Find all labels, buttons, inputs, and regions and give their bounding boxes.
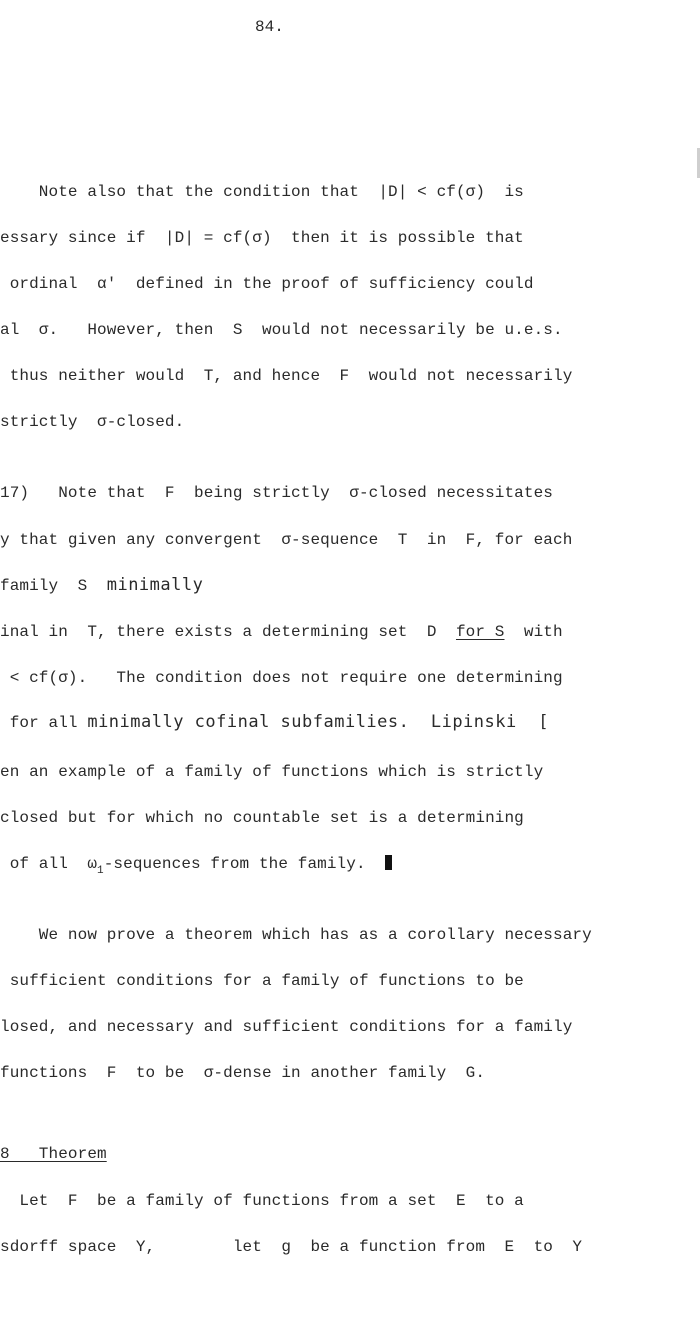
text-line: losed, and necessary and sufficient conditions for a family [0,1018,573,1036]
text-fragment: -sequences from the family. [103,855,386,873]
end-of-proof-mark [385,855,392,870]
text-line [0,575,203,596]
text-line: al σ. However, then S would not necessarily be u.e.s. [0,321,563,339]
text-fragment: for all [0,714,88,732]
text-line: We now prove a theorem which has as a corollary necessary [0,926,592,944]
text-fragment: with [504,623,563,641]
text-line [0,854,392,876]
theorem-heading: 8 Theorem [0,1145,107,1163]
text-line: thus neither would T, and hence F would not necessarily [0,367,573,385]
underlined-phrase: for S [455,623,505,641]
text-line [0,622,563,642]
text-line: functions F to be σ-dense in another family G. [0,1064,486,1082]
subscript: 1 [97,865,104,877]
text-line: sufficient conditions for a family of functions to be [0,972,524,990]
text-line: closed but for which no countable set is a determining [0,809,524,827]
text-line: Note also that the condition that |D| < cf(σ) is [0,183,524,201]
text-line: Let F be a family of functions from a set E to a [0,1192,524,1210]
page-number: 84. [255,18,284,36]
text-line: en an example of a family of functions which is strictly [0,763,544,781]
text-line: ordinal α' defined in the proof of sufficiency could [0,275,534,293]
text-fragment: inal in T, there exists a determining set D [0,623,456,641]
text-line [0,712,549,733]
text-line: sdorff space Y, let g be a function from E to Y [0,1238,583,1256]
handwritten-insertion: minimally cofinal subfamilies. Lipinski [ [87,712,549,732]
handwritten-insertion: minimally [106,575,204,595]
text-line: strictly σ-closed. [0,413,185,431]
text-fragment: family S [0,577,107,595]
text-fragment: of all ω [0,855,98,873]
text-line: essary since if |D| = cf(σ) then it is possible that [0,229,524,247]
text-line: y that given any convergent σ-sequence T in F, for each [0,531,573,549]
remark-17-line: 17) Note that F being strictly σ-closed necessitates [0,484,553,502]
text-line: < cf(σ). The condition does not require one determining [0,669,563,687]
